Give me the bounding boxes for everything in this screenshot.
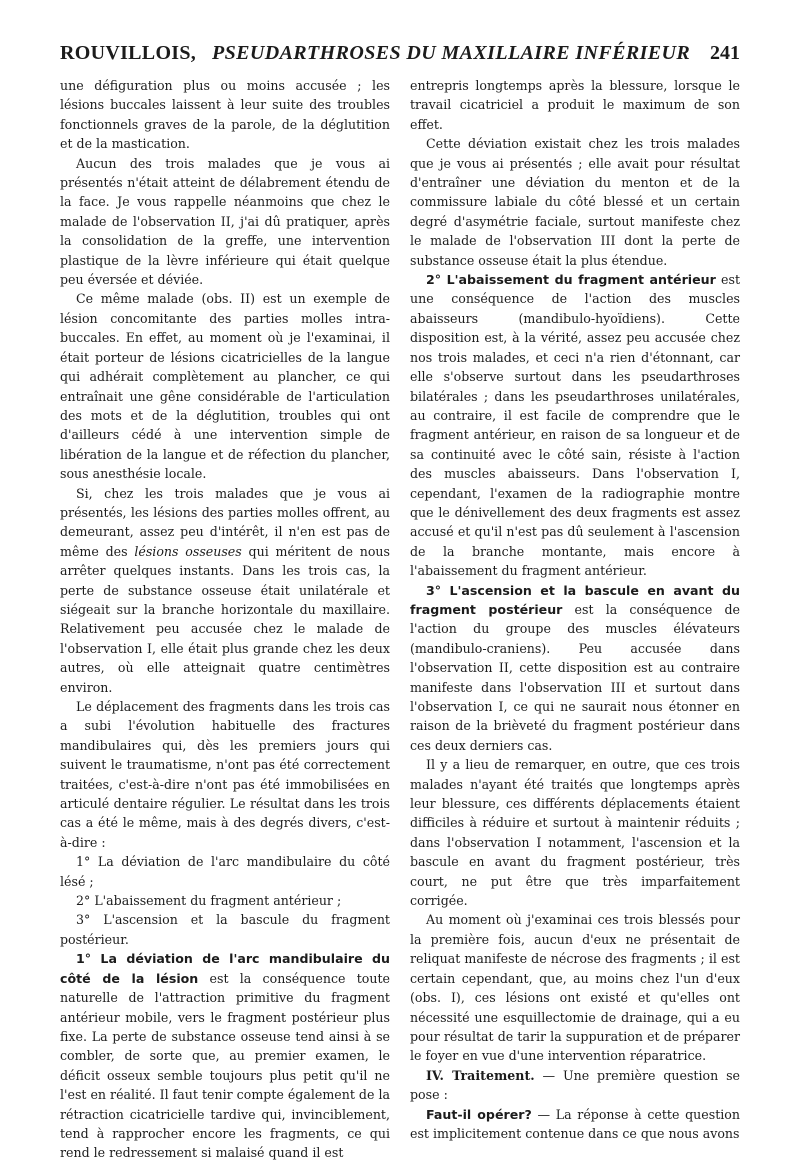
page-number: 241: [710, 42, 740, 64]
section-heading-abaissement: 2° L'abaissement du fragment antérieur: [426, 272, 716, 288]
running-title: PSEUDARTHROSES DU MAXILLAIRE INFÉRIEUR: [212, 42, 691, 64]
text-run: — Une première question se pose :: [410, 1067, 740, 1103]
running-author: ROUVILLOIS,: [60, 42, 197, 64]
paragraph: Ce même malade (obs. II) est un exemple de lésion concomitante des parties molles intra-buccales. En effet, au moment où je l'examinai, il était porteur de lésions cicatricielles de la langue qui adhérait complètement au plancher, ce qui entraînait une gêne considérable de l'articulation des mots et de la déglutition, troubles qui ont d'ailleurs cédé à une intervention simple de libération de la langue et de réfection du plancher, sous anesthésie locale.: [60, 291, 390, 482]
section-heading-ascension: 3° L'ascension et la bascule en avant du fragment postérieur: [410, 582, 740, 617]
text-run: est la conséquence de l'action du groupe des muscles élévateurs (mandibulo-craniens). Peu accusée dans l'observation II, cette disposition est au contraire manifeste dans l'observation III et surtout dans l'observation I, ce qui ne saurait nous étonner en raison de la brièveté du fragment postérieur dans ces deux derniers cas.: [410, 601, 740, 753]
text-run: qui méritent de nous arrêter quelques instants. Dans les trois cas, la perte de substance osseuse était unilatérale et siégeait sur la branche horizontale du maxillaire. Relativement peu accusée chez le malade de l'observation I, elle était plus grande chez les deux autres, où elle atteignait quatre centimètres environ.: [60, 543, 391, 695]
paragraph: [60, 949, 390, 1162]
text-run: Si, chez les trois malades que je vous ai présentés, les lésions des parties molles offrent, au demeurant, assez peu d'intérêt, il n'en est pas de même des: [60, 485, 390, 559]
paragraph: Au moment où j'examinai ces trois blessés pour la première fois, aucun d'eux ne présentait de reliquat manifeste de nécrose des fragments ; il est certain cependant, que, au moins chez l'un d'eux (obs. I), ces lésions ont existé et qu'elles ont nécessité une esquillectomie de drainage, qui a eu pour résultat de tarir la suppuration et de préparer le foyer en vue d'une intervention réparatrice.: [410, 912, 740, 1064]
paragraph: [410, 1105, 740, 1144]
right-column: [410, 76, 741, 1141]
list-item: 1° La déviation de l'arc mandibulaire du côté lésé ;: [60, 854, 390, 889]
emphasis-lesions-osseuses: lésions osseuses: [134, 543, 242, 559]
paragraph: Il y a lieu de remarquer, en outre, que ces trois malades n'ayant été traités que longtemps après leur blessure, ces différents déplacements étaient difficiles à réduire et surtout à maintenir réduits ; dans l'observation I notamment, l'ascension et la bascule en avant du fragment postérieur, très court, ne put être que très imparfaitement corrigée.: [410, 757, 740, 909]
paragraph: Le déplacement des fragments dans les trois cas a subi l'évolution habituelle des fractures mandibulaires qui, dès les premiers jours qui suivent le traumatisme, n'ont pas été correctement traitées, c'est-à-dire n'ont pas été immobilisées en articulé dentaire régulier. Le résultat dans les trois cas a été le même, mais à des degrés divers, c'est-à-dire :: [60, 699, 390, 850]
paragraph: [410, 1066, 740, 1105]
text-run: est une conséquence de l'action des muscles abaisseurs (mandibulo-hyoïdiens). Cette disposition est, à la vérité, assez peu accusée chez nos trois malades, et ceci n'a rien d'étonnant, car elle s'observe surtout dans les pseudarthroses bilatérales ; dans les pseudarthroses unilatérales, au contraire, il est facile de comprendre que le fragment antérieur, en raison de sa longueur et de sa continuité avec le côté sain, résiste à l'action des muscles abaisseurs. Dans l'observation I, cependant, l'examen de la radiographie montre que le dénivellement des deux fragments est assez accusé et qu'il n'est pas dû seulement à l'ascension de la branche montante, mais encore à l'abaissement du fragment antérieur.: [410, 272, 741, 579]
running-header: [60, 42, 740, 72]
section-heading-deviation: 1° La déviation de l'arc mandibulaire du côté de la lésion: [60, 951, 390, 986]
list-item: 2° L'abaissement du fragment antérieur ;: [76, 893, 342, 909]
paragraph: entrepris longtemps après la blessure, lorsque le travail cicatriciel a produit le maximum de son effet.: [410, 78, 740, 132]
left-column: [60, 76, 391, 1161]
paragraph: Cette déviation existait chez les trois malades que je vous ai présentés ; elle avait pour résultat d'entraîner une déviation du menton et de la commissure labiale du côté blessé et un certain degré d'asymétrie faciale, surtout manifeste chez le malade de l'observation III dont la perte de substance osseuse était la plus étendue.: [410, 136, 740, 268]
paragraph: [410, 270, 740, 581]
paragraph: une défiguration plus ou moins accusée ; les lésions buccales laissent à leur suite des troubles fonctionnels graves de la parole, de la déglutition et de la mastication.: [60, 78, 390, 152]
section-heading-traitement: IV. Traitement.: [426, 1067, 535, 1083]
list-item: 3° L'ascension et la bascule du fragment postérieur.: [60, 912, 390, 947]
question-faut-il-operer: Faut-il opérer?: [426, 1106, 532, 1122]
paragraph: [410, 581, 740, 756]
text-run: — La réponse à cette question est implicitement contenue dans ce que nous avons: [410, 1106, 740, 1141]
paragraph: Aucun des trois malades que je vous ai présentés n'était atteint de délabrement étendu de la face. Je vous rappelle néanmoins que chez le malade de l'observation II, j'ai dû pratiquer, après la consolidation de la greffe, une intervention plastique de la lèvre inférieure qui était quelque peu éversée et déviée.: [60, 155, 390, 288]
paragraph: [60, 484, 390, 697]
text-run: est la conséquence toute naturelle de l'attraction primitive du fragment antérieur mobile, vers le fragment postérieur plus fixe. La perte de substance osseuse tend ainsi à se combler, de sorte que, au premier examen, le déficit osseux semble toujours plus petit qu'il ne l'est en réalité. Il faut tenir compte également de la rétraction cicatricielle tardive qui, invinciblement, tend à rapprocher encore les fragments, ce qui rend le redressement si malaisé quand il est: [60, 970, 390, 1161]
